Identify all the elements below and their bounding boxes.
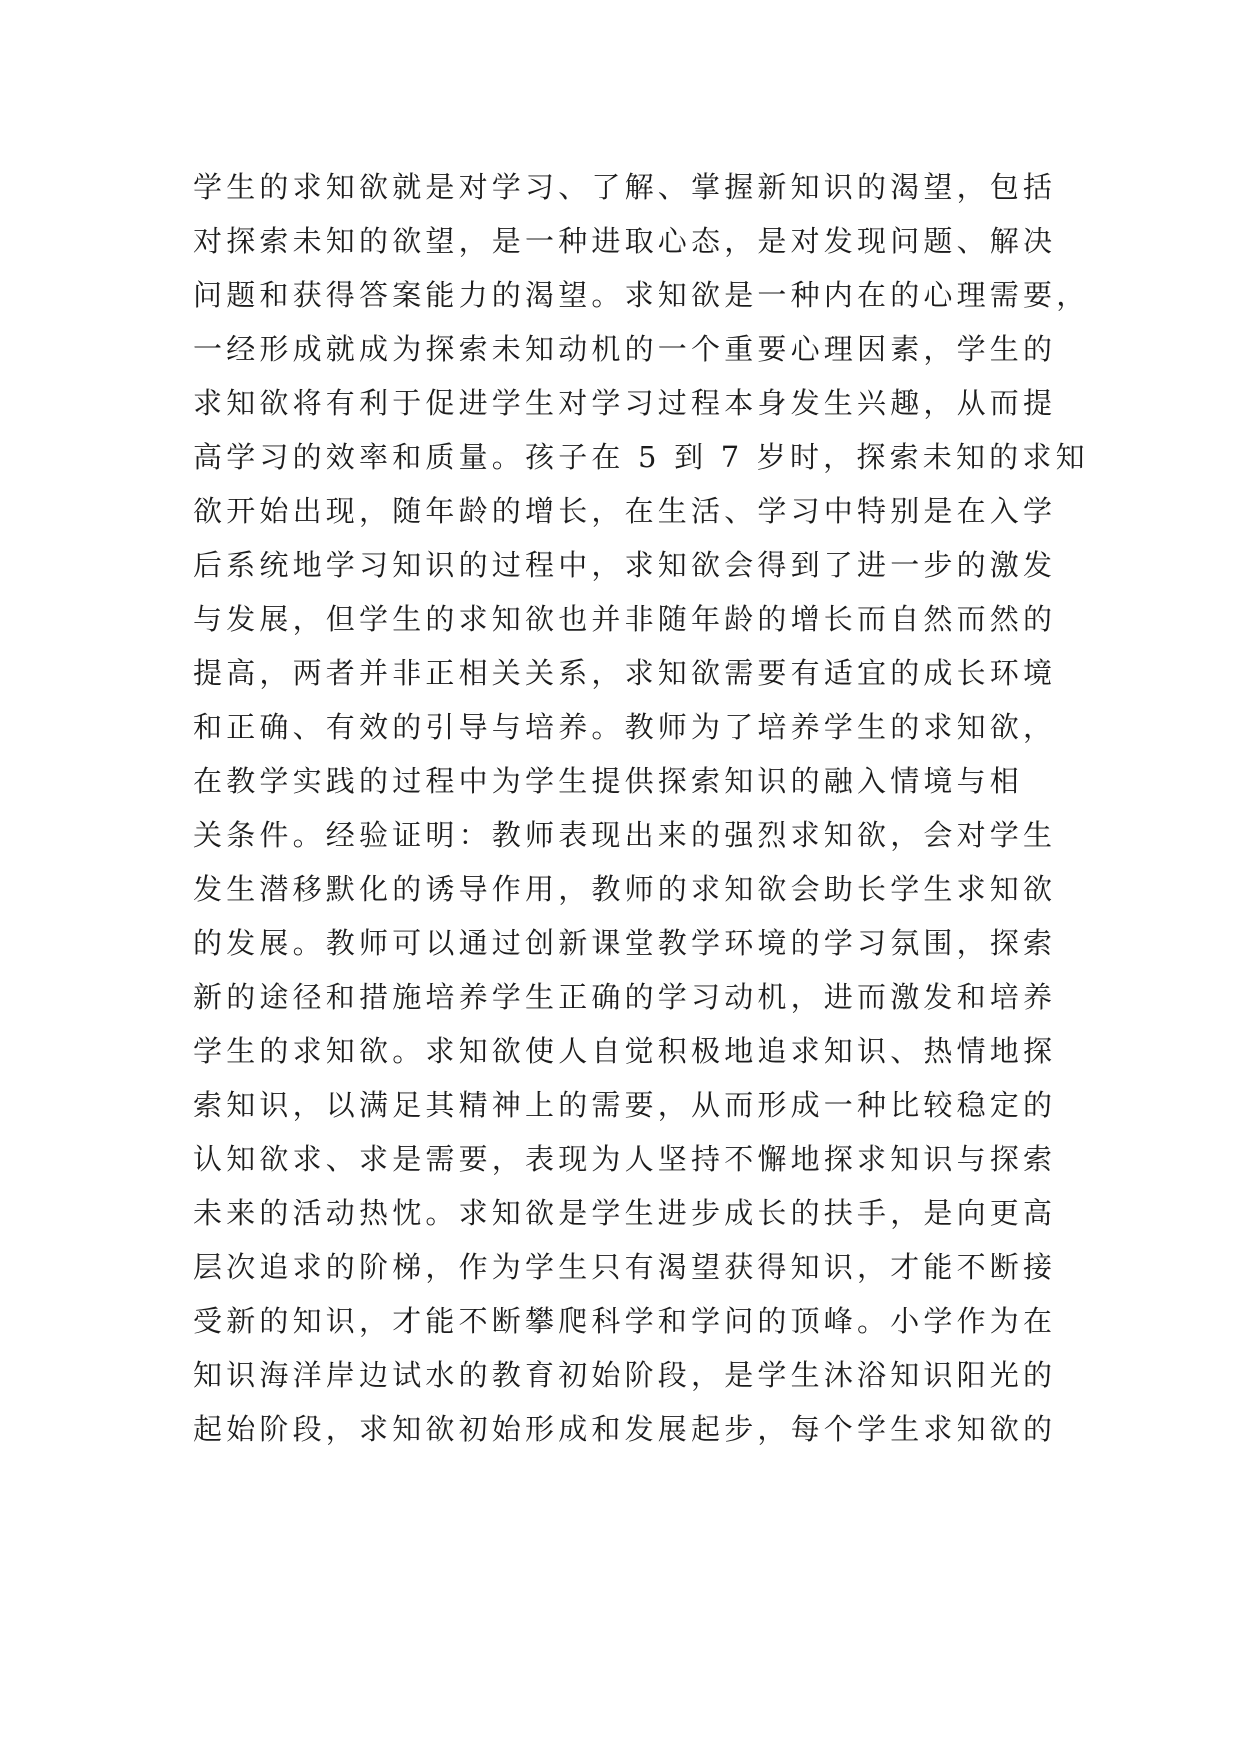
text-line: 欲开始出现，随年龄的增长，在生活、学习中特别是在入学 [193,494,1057,528]
text-line: 层次追求的阶梯，作为学生只有渴望获得知识，才能不断接 [193,1250,1057,1284]
text-line: 起始阶段，求知欲初始形成和发展起步，每个学生求知欲的 [193,1412,1057,1446]
text-line: 对探索未知的欲望，是一种进取心态，是对发现问题、解决 [193,224,1057,258]
text-line: 学生的求知欲。求知欲使人自觉积极地追求知识、热情地探 [193,1034,1057,1068]
text-line: 学生的求知欲就是对学习、了解、掌握新知识的渴望，包括 [193,170,1057,204]
text-line: 索知识，以满足其精神上的需要，从而形成一种比较稳定的 [193,1088,1057,1122]
text-line: 受新的知识，才能不断攀爬科学和学问的顶峰。小学作为在 [193,1304,1057,1338]
text-line: 后系统地学习知识的过程中，求知欲会得到了进一步的激发 [193,548,1057,582]
text-line: 发生潜移默化的诱导作用，教师的求知欲会助长学生求知欲 [193,872,1057,906]
text-line: 与发展，但学生的求知欲也并非随年龄的增长而自然而然的 [193,602,1057,636]
text-line: 的发展。教师可以通过创新课堂教学环境的学习氛围，探索 [193,926,1057,960]
text-line: 一经形成就成为探索未知动机的一个重要心理因素，学生的 [193,332,1057,366]
body-paragraph [193,160,1090,1456]
text-line: 求知欲将有利于促进学生对学习过程本身发生兴趣，从而提 [193,386,1057,420]
text-line: 认知欲求、求是需要，表现为人坚持不懈地探求知识与探索 [193,1142,1057,1176]
text-line: 和正确、有效的引导与培养。教师为了培养学生的求知欲， [193,710,1057,744]
text-line: 提高，两者并非正相关关系，求知欲需要有适宜的成长环境 [193,656,1057,690]
text-line: 问题和获得答案能力的渴望。求知欲是一种内在的心理需要， [193,278,1090,312]
text-line: 知识海洋岸边试水的教育初始阶段，是学生沐浴知识阳光的 [193,1358,1057,1392]
text-line: 新的途径和措施培养学生正确的学习动机，进而激发和培养 [193,980,1057,1014]
text-line: 高学习的效率和质量。孩子在 5 到 7 岁时，探索未知的求知 [193,440,1089,474]
text-line: 在教学实践的过程中为学生提供探索知识的融入情境与相 [193,764,1024,798]
text-line: 未来的活动热忱。求知欲是学生进步成长的扶手，是向更高 [193,1196,1057,1230]
text-line: 关条件。经验证明：教师表现出来的强烈求知欲，会对学生 [193,818,1057,852]
